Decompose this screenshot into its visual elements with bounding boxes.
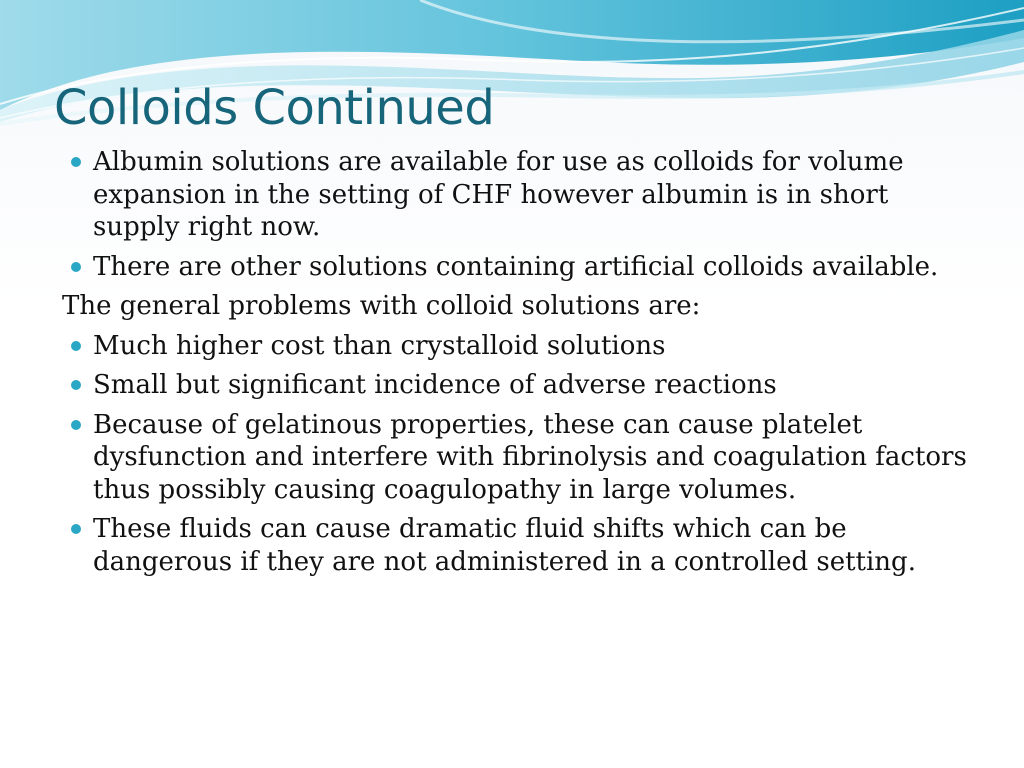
bullet-dot-icon — [71, 262, 81, 272]
bullet-item — [62, 330, 972, 363]
bullet-item — [62, 513, 972, 578]
bullet-dot-icon — [71, 420, 81, 430]
bullet-item — [62, 369, 972, 402]
bullet-item — [62, 146, 972, 244]
bullet-text: There are other solutions containing artificial colloids available. — [93, 251, 939, 282]
bullet-text: These fluids can cause dramatic fluid shifts which can be dangerous if they are not administered in a controlled setting. — [93, 514, 916, 577]
intro-text: The general problems with colloid solutions are: — [62, 291, 701, 321]
bullet-dot-icon — [71, 341, 81, 351]
bullet-text: Albumin solutions are available for use as colloids for volume expansion in the setting of CHF however albumin is in short supply right now. — [93, 147, 904, 242]
bullet-item — [62, 409, 972, 507]
slide-title: Colloids Continued — [54, 80, 495, 136]
bullet-text: Small but significant incidence of adverse reactions — [93, 370, 777, 400]
bullet-dot-icon — [71, 380, 81, 390]
bullet-dot-icon — [71, 157, 81, 167]
bullet-dot-icon — [71, 524, 81, 534]
bullet-text: Because of gelatinous properties, these can cause platelet dysfunction and interfere with fibrinolysis and coagulation factors thus possibly causing coagulopathy in large volumes. — [93, 409, 967, 505]
section-intro — [62, 290, 972, 323]
bullet-item — [62, 251, 972, 284]
bullet-text: Much higher cost than crystalloid solutions — [93, 330, 666, 361]
slide-content — [62, 146, 972, 585]
